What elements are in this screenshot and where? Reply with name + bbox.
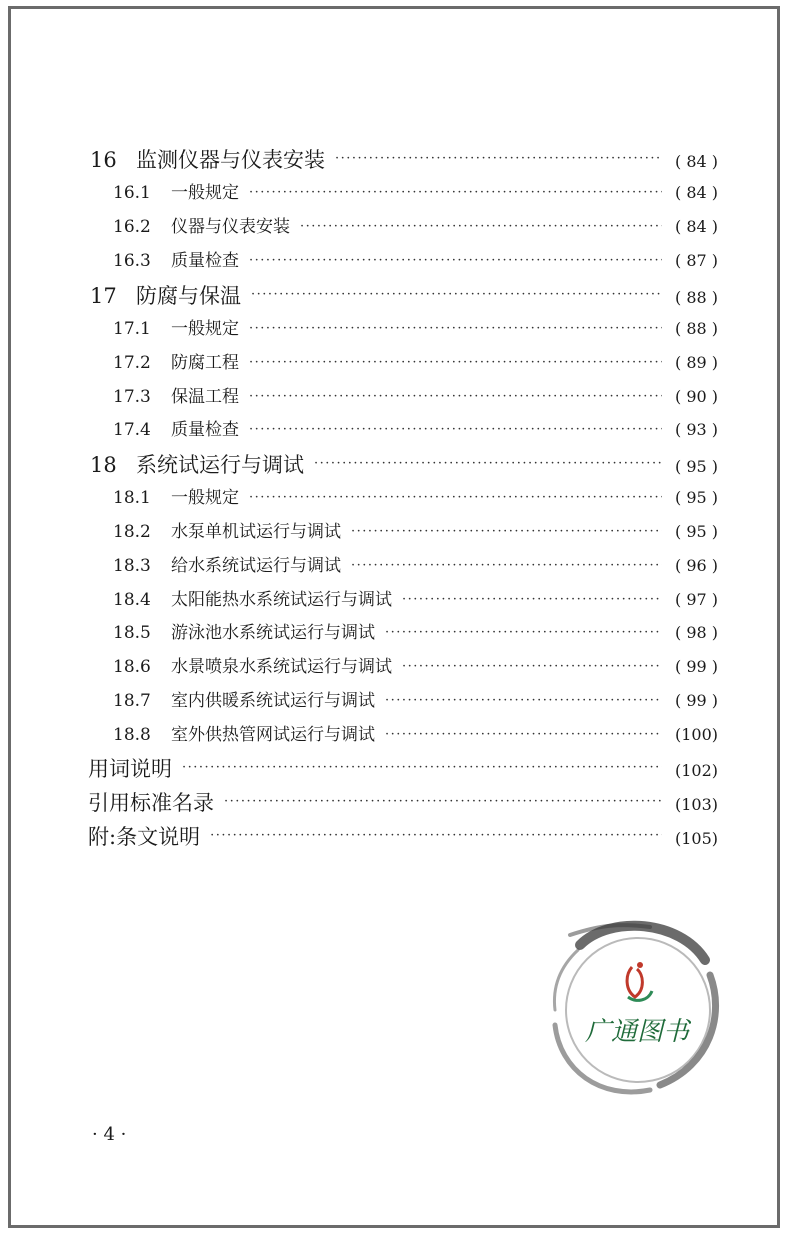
toc-entry-title: 一般规定 xyxy=(171,319,239,339)
dot-leader xyxy=(182,761,662,775)
toc-entry-number: 16.2 xyxy=(113,217,151,237)
toc-entry-page: ( 84 ) xyxy=(674,152,718,171)
dot-leader xyxy=(402,593,662,607)
toc-entry-number: 18.4 xyxy=(113,590,151,610)
toc-entry xyxy=(113,551,718,581)
toc-entry-page: ( 95 ) xyxy=(674,457,718,476)
toc-entry xyxy=(113,314,718,344)
dot-leader xyxy=(251,288,662,302)
dot-leader xyxy=(249,254,662,268)
toc-entry xyxy=(88,821,718,851)
toc-entry xyxy=(113,720,718,750)
dot-leader xyxy=(249,491,662,505)
toc-entry-number: 17.1 xyxy=(113,319,151,339)
toc-entry-page: ( 89 ) xyxy=(674,353,718,372)
toc-entry-title: 一般规定 xyxy=(171,183,239,203)
dot-leader xyxy=(249,186,662,200)
toc-entry xyxy=(113,212,718,242)
dot-leader xyxy=(351,559,662,573)
toc-entry xyxy=(90,449,718,479)
toc-entry-title: 引用标准名录 xyxy=(88,791,214,815)
dot-leader xyxy=(210,829,662,843)
toc-entry xyxy=(113,517,718,547)
toc-entry xyxy=(113,618,718,648)
dot-leader xyxy=(385,728,662,742)
toc-entry-title: 一般规定 xyxy=(171,488,239,508)
toc-entry-page: (103) xyxy=(674,795,718,814)
toc-entry xyxy=(113,483,718,513)
toc-entry-page: ( 90 ) xyxy=(674,387,718,406)
page-number: · 4 · xyxy=(92,1124,127,1145)
toc-entry-number: 17.2 xyxy=(113,353,151,373)
toc-entry xyxy=(113,246,718,276)
dot-leader xyxy=(249,390,662,404)
toc-entry xyxy=(113,415,718,445)
toc-entry-number: 16 xyxy=(90,148,117,172)
toc-entry-number: 18.3 xyxy=(113,556,151,576)
toc-entry-page: ( 98 ) xyxy=(674,623,718,642)
toc-entry-title: 太阳能热水系统试运行与调试 xyxy=(171,590,392,610)
publisher-seal xyxy=(540,905,730,1105)
toc-entry xyxy=(88,787,718,817)
toc-entry xyxy=(113,585,718,615)
toc-entry-number: 17 xyxy=(90,284,117,308)
toc-entry-title: 系统试运行与调试 xyxy=(136,453,304,477)
toc-entry xyxy=(90,144,718,174)
toc-entry-number: 16.1 xyxy=(113,183,151,203)
toc-entry-title: 用词说明 xyxy=(88,757,172,781)
toc-entry-number: 16.3 xyxy=(113,251,151,271)
toc-entry xyxy=(113,348,718,378)
toc-entry xyxy=(90,280,718,310)
toc-entry-page: (102) xyxy=(674,761,718,780)
toc-entry xyxy=(88,753,718,783)
toc-entry-title: 附:条文说明 xyxy=(88,825,201,849)
toc-entry-title: 监测仪器与仪表安装 xyxy=(136,148,325,172)
toc-entry-title: 游泳池水系统试运行与调试 xyxy=(171,623,375,643)
toc-entry-title: 仪器与仪表安装 xyxy=(171,217,290,237)
toc-entry-page: ( 88 ) xyxy=(674,288,718,307)
toc-entry-number: 18.7 xyxy=(113,691,151,711)
toc-entry-title: 质量检查 xyxy=(171,251,239,271)
dot-leader xyxy=(224,795,662,809)
toc-entry-page: ( 99 ) xyxy=(674,657,718,676)
toc-entry-page: ( 84 ) xyxy=(674,217,718,236)
toc-entry-title: 防腐工程 xyxy=(171,353,239,373)
seal-text: 广通图书 xyxy=(584,1017,690,1047)
toc-entry-number: 18.5 xyxy=(113,623,151,643)
toc-entry-title: 防腐与保温 xyxy=(136,284,241,308)
toc-entry-title: 给水系统试运行与调试 xyxy=(171,556,341,576)
dot-leader xyxy=(402,660,662,674)
toc-entry-title: 水景喷泉水系统试运行与调试 xyxy=(171,657,392,677)
toc-entry xyxy=(113,382,718,412)
dot-leader xyxy=(335,152,662,166)
dot-leader xyxy=(300,220,662,234)
toc-entry-number: 18.6 xyxy=(113,657,151,677)
toc-entry xyxy=(113,652,718,682)
toc-entry-title: 质量检查 xyxy=(171,420,239,440)
toc-entry-page: ( 84 ) xyxy=(674,183,718,202)
toc-entry-page: ( 87 ) xyxy=(674,251,718,270)
toc-entry-number: 18.8 xyxy=(113,725,151,745)
dot-leader xyxy=(385,694,662,708)
toc-entry-number: 18.2 xyxy=(113,522,151,542)
dot-leader xyxy=(385,626,662,640)
toc-entry-page: ( 88 ) xyxy=(674,319,718,338)
toc-entry xyxy=(113,178,718,208)
toc-entry-title: 保温工程 xyxy=(171,387,239,407)
toc-entry-number: 17.4 xyxy=(113,420,151,440)
toc-entry-page: ( 95 ) xyxy=(674,488,718,507)
toc-entry-number: 18.1 xyxy=(113,488,151,508)
toc-entry-page: ( 93 ) xyxy=(674,420,718,439)
toc-entry-title: 室内供暖系统试运行与调试 xyxy=(171,691,375,711)
toc-entry-number: 18 xyxy=(90,453,117,477)
ink-ring-icon xyxy=(554,925,715,1092)
toc-entry xyxy=(113,686,718,716)
toc-entry-title: 水泵单机试运行与调试 xyxy=(171,522,341,542)
dot-leader xyxy=(249,423,662,437)
toc-entry-page: ( 96 ) xyxy=(674,556,718,575)
dot-leader xyxy=(249,356,662,370)
dot-leader xyxy=(249,322,662,336)
toc-entry-page: (105) xyxy=(674,829,718,848)
logo-icon xyxy=(627,962,652,1000)
toc-entry-page: ( 97 ) xyxy=(674,590,718,609)
toc-entry-page: (100) xyxy=(674,725,718,744)
toc-entry-page: ( 99 ) xyxy=(674,691,718,710)
dot-leader xyxy=(351,525,662,539)
toc-entry-number: 17.3 xyxy=(113,387,151,407)
toc-entry-title: 室外供热管网试运行与调试 xyxy=(171,725,375,745)
dot-leader xyxy=(314,457,662,471)
toc-entry-page: ( 95 ) xyxy=(674,522,718,541)
